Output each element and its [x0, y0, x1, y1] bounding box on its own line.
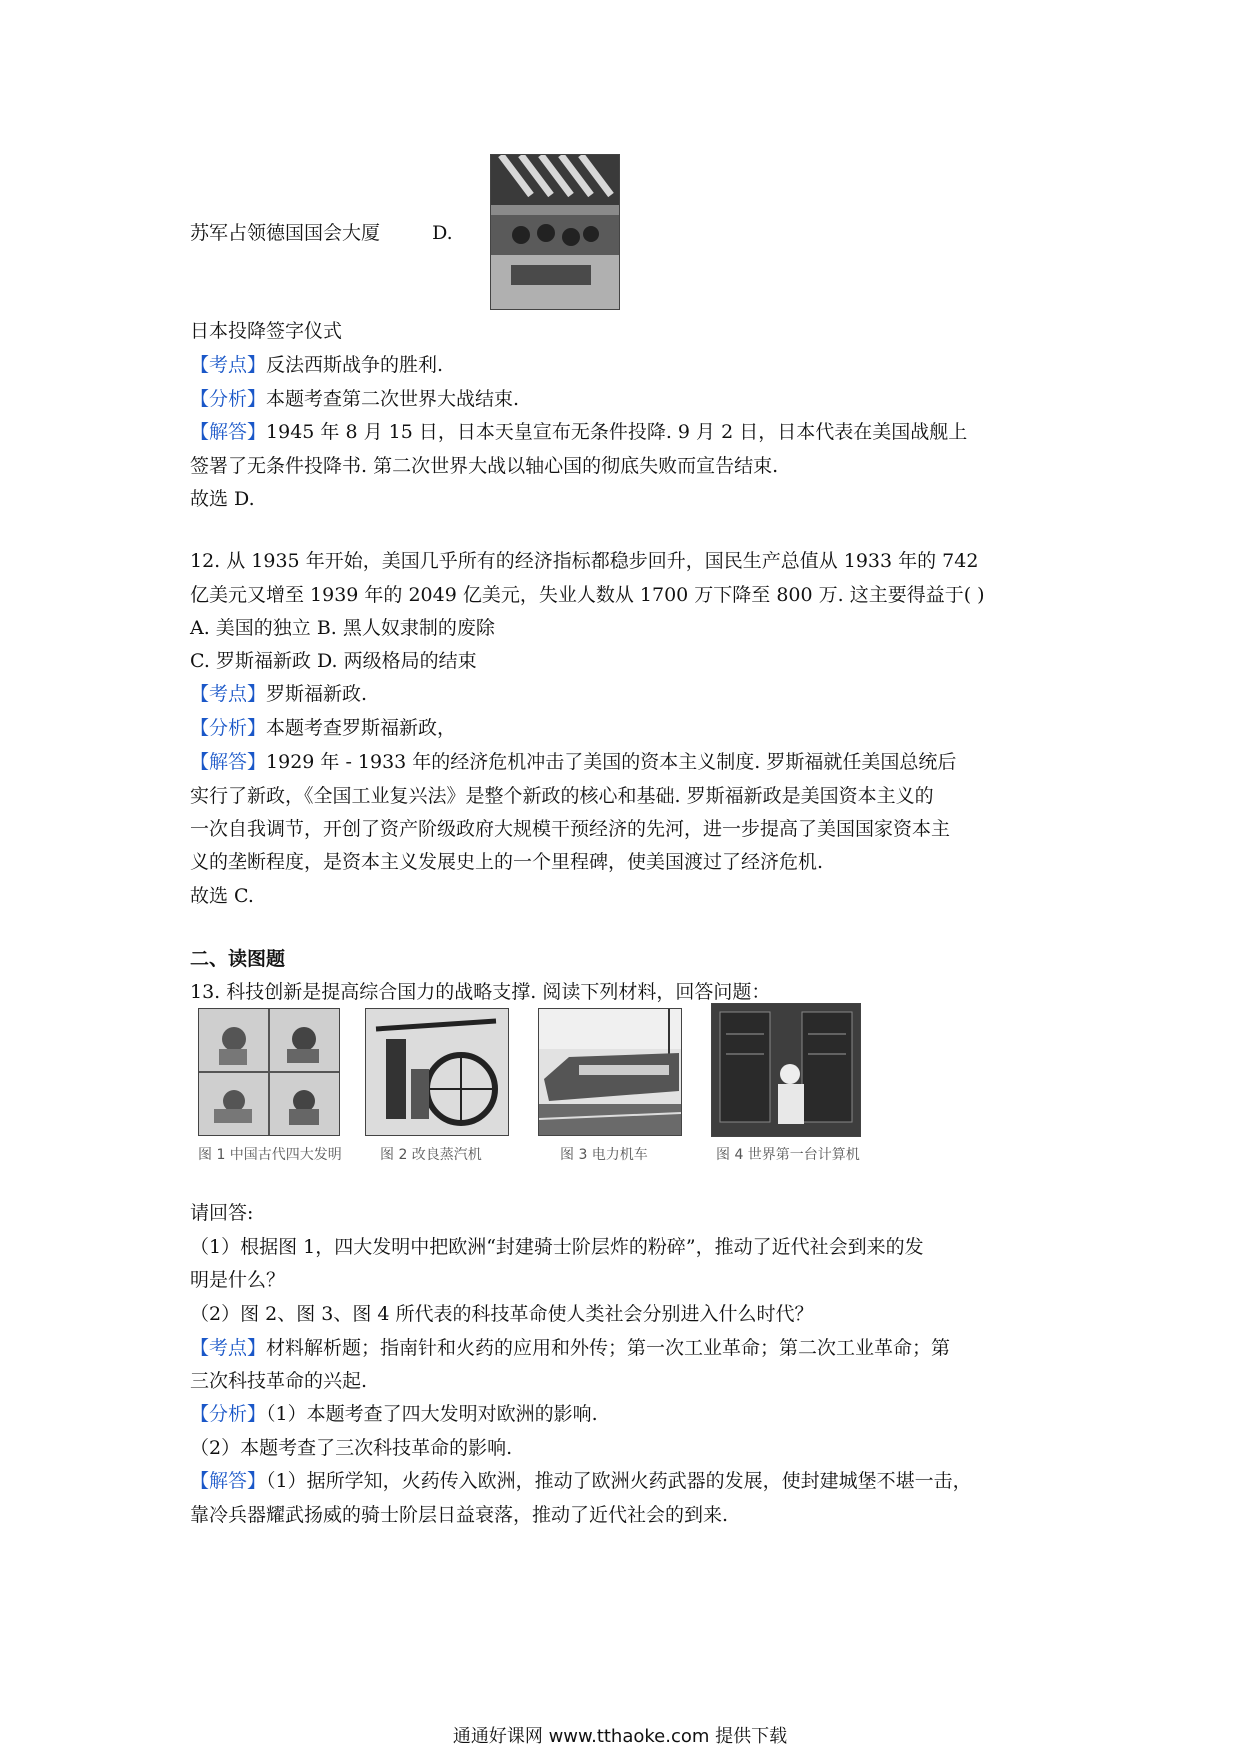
- fenxi-text: 本题考查第二次世界大战结束.: [266, 388, 520, 410]
- jieda-tag: 【解答】: [190, 421, 267, 443]
- q13-jieda-line1: [190, 1464, 972, 1498]
- kaodian-tag: 【考点】: [190, 354, 267, 376]
- kaodian-tag: 【考点】: [190, 1337, 267, 1359]
- figure-2-image: [365, 1008, 509, 1136]
- jieda-text: （1）据所学知，火药传入欧洲，推动了欧洲火药武器的发展，使封建城堡不堪一击，: [266, 1470, 972, 1492]
- kaodian-text: 罗斯福新政.: [266, 683, 368, 705]
- photo-graphic: [491, 155, 619, 309]
- q12-kaodian: [190, 677, 367, 711]
- q13-sub1-line2: 明是什么？: [190, 1269, 286, 1291]
- q11-jieda-line1: [190, 415, 967, 449]
- first-computer-graphic: [712, 1004, 860, 1136]
- q12-jieda-line3: 一次自我调节，开创了资产阶级政府大规模干预经济的先河，进一步提高了美国国家资本主: [190, 818, 951, 840]
- option-c-text: 苏军占领德国国会大厦: [190, 222, 381, 244]
- q13-fenxi-line1: [190, 1397, 598, 1431]
- kaodian-text: 材料解析题；指南针和火药的应用和外传；第一次工业革命；第二次工业革命；第: [266, 1337, 951, 1359]
- surrender-ceremony-photo: [490, 154, 620, 310]
- q13-sub2: （2）图 2、图 3、图 4 所代表的科技革命使人类社会分别进入什么时代？: [190, 1303, 814, 1325]
- q11-answer: 故选 D.: [190, 488, 255, 510]
- q12-options-row1: A. 美国的独立 B. 黑人奴隶制的废除: [190, 617, 495, 639]
- q11-option-c-tail: [190, 216, 453, 250]
- figure-2-caption: 图 2 改良蒸汽机: [380, 1147, 482, 1163]
- figure-1-caption: 图 1 中国古代四大发明: [198, 1147, 342, 1163]
- figure-1-image: [198, 1008, 340, 1136]
- figure-3-caption: 图 3 电力机车: [560, 1147, 648, 1163]
- q12-fenxi: [190, 711, 456, 745]
- steam-engine-graphic: [366, 1009, 508, 1135]
- figure-3-image: [538, 1008, 682, 1136]
- q11-jieda-line2: 签署了无条件投降书. 第二次世界大战以轴心国的彻底失败而宣告结束.: [190, 455, 779, 477]
- q12-options-row2: C. 罗斯福新政 D. 两级格局的结束: [190, 650, 477, 672]
- kaodian-text: 反法西斯战争的胜利.: [266, 354, 444, 376]
- q13-stem: 13. 科技创新是提高综合国力的战略支撑. 阅读下列材料，回答问题：: [190, 981, 771, 1003]
- q11-kaodian: [190, 348, 443, 382]
- option-d-caption: 日本投降签字仪式: [190, 320, 343, 342]
- q13-jieda-line2: 靠冷兵器耀武扬威的骑士阶层日益衰落，推动了近代社会的到来.: [190, 1504, 729, 1526]
- q13-fenxi-line2: （2）本题考查了三次科技革命的影响.: [190, 1437, 513, 1459]
- jieda-text: 1945 年 8 月 15 日，日本天皇宣布无条件投降. 9 月 2 日，日本代表在美国战舰上: [266, 421, 968, 443]
- fenxi-tag: 【分析】: [190, 388, 267, 410]
- fenxi-tag: 【分析】: [190, 1403, 267, 1425]
- q12-jieda-line2: 实行了新政，《全国工业复兴法》是整个新政的核心和基础. 罗斯福新政是美国资本主义的: [190, 785, 934, 807]
- fenxi-text: 本题考查罗斯福新政，: [266, 717, 457, 739]
- q12-stem-line2: 亿美元又增至 1939 年的 2049 亿美元，失业人数从 1700 万下降至 800 万. 这主要得益于( ): [190, 584, 985, 606]
- q13-kaodian-line2: 三次科技革命的兴起.: [190, 1370, 368, 1392]
- q13-sub1-line1: （1）根据图 1，四大发明中把欧洲“封建骑士阶层炸的粉碎”，推动了近代社会到来的发: [190, 1236, 924, 1258]
- four-inventions-graphic: [199, 1009, 339, 1135]
- figure-4-image: [711, 1003, 861, 1137]
- q12-stem-line1: 12. 从 1935 年开始，美国几乎所有的经济指标都稳步回升，国民生产总值从 1933 年的 742: [190, 550, 979, 572]
- jieda-tag: 【解答】: [190, 751, 267, 773]
- jieda-text: 1929 年 - 1933 年的经济危机冲击了美国的资本主义制度. 罗斯福就任美国总统后: [266, 751, 957, 773]
- fenxi-tag: 【分析】: [190, 717, 267, 739]
- q13-kaodian-line1: [190, 1331, 950, 1365]
- fenxi-text: （1）本题考查了四大发明对欧洲的影响.: [266, 1403, 598, 1425]
- q11-fenxi: [190, 382, 519, 416]
- kaodian-tag: 【考点】: [190, 683, 267, 705]
- page-footer: 通通好课网 www.tthaoke.com 提供下载: [452, 1726, 788, 1747]
- please-answer: 请回答:: [190, 1202, 254, 1224]
- figure-4-caption: 图 4 世界第一台计算机: [716, 1147, 860, 1163]
- q12-jieda-line4: 义的垄断程度，是资本主义发展史上的一个里程碑，使美国渡过了经济危机.: [190, 851, 824, 873]
- q12-answer: 故选 C.: [190, 885, 254, 907]
- jieda-tag: 【解答】: [190, 1470, 267, 1492]
- section-title: 二、读图题: [190, 948, 286, 970]
- electric-locomotive-graphic: [539, 1009, 681, 1135]
- option-d-label: D.: [432, 222, 453, 244]
- q12-jieda-line1: [190, 745, 956, 779]
